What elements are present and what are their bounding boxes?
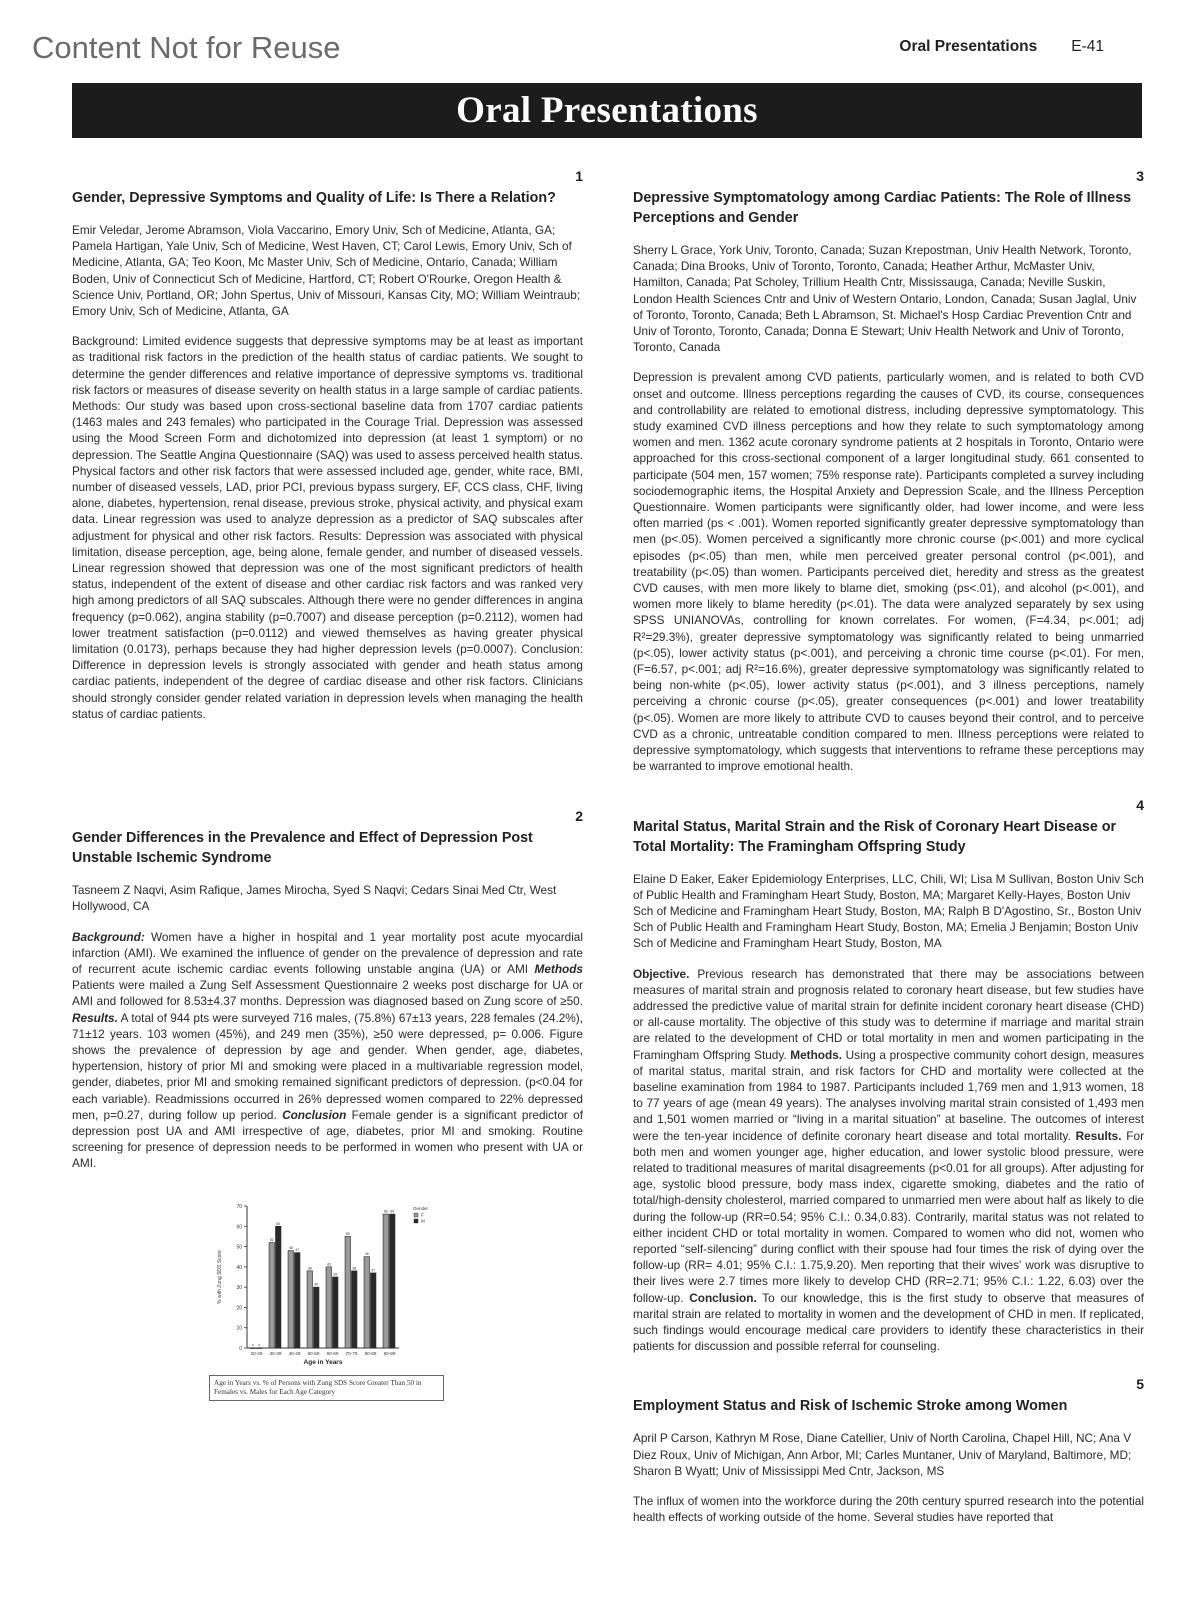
bar-value-label: 37 bbox=[371, 1267, 376, 1272]
bar-f bbox=[288, 1250, 293, 1347]
abstract-authors: Sherry L Grace, York Univ, Toronto, Canada; Suzan Krepostman, Univ Health Network, Toronto, Canada; Dina Brooks, Univ of Toronto, Toronto, Canada; Heather Arthur, McMaster Univ, Hamilton, Canada; Pat Scholey, Trillium Health Cntr, Mississauga, Canada; Neville Suskin, London Health Sciences Cntr and Univ of Western Ontario, London, Canada; Susan Jaglal, Univ of Toronto, Toronto, Canada; Beth L Abramson, St. Michael's Hosp Cardiac Prevention Cntr and Univ of Toronto, Toronto, Canada; Donna E Stewart; Univ Health Network and Univ of Toronto, Toronto, Canada bbox=[633, 243, 1137, 355]
bar-value-label: 66 bbox=[383, 1209, 388, 1214]
x-tick-label: 70-79 bbox=[345, 1350, 358, 1356]
bar-f bbox=[345, 1236, 350, 1348]
bar-m bbox=[257, 1348, 262, 1349]
bar-value-label: 52 bbox=[269, 1237, 274, 1242]
abstract-2 bbox=[72, 808, 583, 1400]
bar-f bbox=[364, 1256, 369, 1347]
bar-f bbox=[269, 1242, 274, 1347]
y-tick-label: 20 bbox=[236, 1304, 242, 1311]
legend-label: F bbox=[421, 1212, 424, 1218]
bar-value-label: 60 bbox=[276, 1221, 281, 1226]
abstract-body: The influx of women into the workforce during the 20th century spurred research into the potential health effects of working outside of the home. Several studies have reported that bbox=[633, 1494, 1144, 1525]
bar-value-label: 0 bbox=[258, 1343, 261, 1348]
page-number: E-41 bbox=[1071, 38, 1104, 55]
section-title: Oral Presentations bbox=[899, 38, 1038, 55]
right-column bbox=[633, 168, 1144, 1525]
chart-svg bbox=[209, 1198, 454, 1373]
bar-value-label: 48 bbox=[288, 1245, 293, 1250]
depression-bar-chart bbox=[209, 1198, 454, 1401]
y-tick-label: 40 bbox=[236, 1264, 242, 1271]
y-tick-label: 60 bbox=[236, 1223, 242, 1230]
label-results: Results. bbox=[1075, 1128, 1122, 1143]
label-methods: Methods. bbox=[790, 1047, 843, 1062]
running-header bbox=[899, 38, 1104, 56]
bar-value-label: 30 bbox=[314, 1282, 319, 1287]
label-conclusion: Conclusion bbox=[282, 1107, 347, 1122]
bar-m bbox=[352, 1270, 357, 1347]
label-background: Background: bbox=[72, 929, 145, 944]
bar-value-label: 0 bbox=[251, 1343, 254, 1348]
bar-f bbox=[383, 1214, 388, 1348]
abstract-title: Employment Status and Risk of Ischemic Stroke among Women bbox=[633, 1398, 1068, 1415]
bar-f bbox=[326, 1266, 331, 1347]
left-column bbox=[72, 168, 583, 1401]
y-axis-label: % with Zung SDS Score bbox=[217, 1249, 223, 1304]
label-results: Results. bbox=[72, 1010, 118, 1025]
watermark: Content Not for Reuse bbox=[32, 30, 341, 65]
legend-label: M bbox=[421, 1218, 425, 1224]
y-tick-label: 0 bbox=[239, 1345, 242, 1352]
bar-value-label: 45 bbox=[364, 1251, 369, 1256]
x-axis-label: Age in Years bbox=[303, 1358, 343, 1366]
abstract-number: 1 bbox=[575, 168, 583, 184]
abstract-authors: Emir Veledar, Jerome Abramson, Viola Vaccarino, Emory Univ, Sch of Medicine, Atlanta, GA; Pamela Hartigan, Yale Univ, Sch of Medicine, West Haven, CT; Carol Lewis, Emory Univ, Sch of Medicine, Atlanta, GA; Teo Koon, Mc Master Univ, Sch of Medicine, Ontario, Canada; William Boden, Univ of Connecticut Sch of Medicine, Hartford, CT; Robert O'Rourke, Oregon Health & Science Univ, Portland, OR; John Spertus, Univ of Missouri, Kansas City, MO; William Weintraub; Emory Univ, Sch of Medicine, Atlanta, GA bbox=[72, 223, 581, 319]
abstract-title: Gender Differences in the Prevalence and Effect of Depression Post Unstable Ischemic Syndrome bbox=[72, 830, 533, 867]
abstract-body: Objective. Previous research has demonstrated that there may be associations between measures of marital strain and prognosis related to coronary heart disease, but few studies have addressed the predictive value of marital strain for definite incident coronary heart disease (CHD) or all-cause mortality. The objective of this study was to determine if marriage and marital strain are related to the development of CHD or total mortality in men and women participating in the Framingham Offspring Study. Methods. Using a prospective community cohort design, measures of marital status, marital strain, and risk factors for CHD and mortality were collected at the baseline examination from 1984 to 1987. Participants included 1,769 men and 1,913 women, 18 to 77 years of age (mean 49 years). The analyses involving marital strain consisted of 1,493 men and 1,501 women married or “living in a marital situation” at baseline. The outcomes of interest were the ten-year incidence of definite coronary heart disease and total mortality. Results. For both men and women younger age, higher education, and lower systolic blood pressure, were related to traditional measures of marital disagreements (p<0.01 for all groups). After adjusting for age, systolic blood pressure, body mass index, cigarette smoking, diabetes and the ratio of total/high-density cholesterol, married compared to unmarried men were about half as likely to die during the follow-up (RR=0.54; 95% C.I.: 0.34,0.83). Contrarily, marital status was not related to either incident CHD or total mortality in women. Compared to women who did not, women who reported “self-silencing” during conflict with their spouse had four times the risk of dying over the follow-up (RR= 4.01; 95% C.I.: 1.75,9.20). Men reporting that their wives' work was disruptive to their lives were 2.7 times more likely to develop CHD (RR=2.71; 95% C.I.: 1.22, 6.03) over the follow-up. Conclusion. To our knowledge, this is the first study to observe that measures of marital strain are related to mortality in women and the development of CHD in men. If replicated, such findings would encourage medical care providers to identify these characteristics in their patients for discussion and possible referral for counseling. bbox=[633, 966, 1145, 1354]
x-tick-label: 20-29 bbox=[250, 1350, 263, 1356]
abstract-authors: Elaine D Eaker, Eaker Epidemiology Enterprises, LLC, Chili, WI; Lisa M Sullivan, Boston Univ Sch of Public Health and Framingham Heart Study, Boston, MA; Margaret Kelly-Hayes, Boston Univ Sch of Medicine and Framingham Heart Study, Boston, MA; Ralph B D'Agostino, Sr., Boston Univ Sch of Public Health and Framingham Heart Study, Boston, MA; Emelia J Benjamin; Boston Univ Sch of Medicine and Framingham Heart Study, Boston, MA bbox=[633, 871, 1144, 951]
legend-swatch bbox=[414, 1213, 418, 1217]
x-tick-label: 40-49 bbox=[288, 1350, 301, 1356]
bar-value-label: 40 bbox=[326, 1261, 331, 1266]
bar-value-label: 55 bbox=[345, 1231, 350, 1236]
bar-m bbox=[390, 1214, 395, 1348]
bar-value-label: 35 bbox=[333, 1272, 338, 1277]
bar-value-label: 47 bbox=[295, 1247, 300, 1252]
label-methods: Methods bbox=[534, 961, 583, 976]
abstract-title: Gender, Depressive Symptoms and Quality of Life: Is There a Relation? bbox=[72, 190, 556, 206]
bar-value-label: 38 bbox=[352, 1265, 357, 1270]
x-tick-label: 80-89 bbox=[364, 1350, 377, 1356]
section-banner: Oral Presentations bbox=[72, 83, 1142, 138]
label-objective: Objective. bbox=[633, 966, 690, 981]
abstract-number: 3 bbox=[1136, 168, 1144, 184]
x-tick-label: 50-59 bbox=[307, 1350, 320, 1356]
abstract-body: Background: Limited evidence suggests that depressive symptoms may be at least as important as traditional risk factors in the prediction of the health status of cardiac patients. We sought to determine the gender differences and relative importance of depressive symptoms vs. traditional risk factors or measures of disease severity on health status in a large sample of cardiac patients. Methods: Our study was based upon cross-sectional baseline data from 1707 cardiac patients (1463 males and 243 females) who participated in the Courage Trial. Depression was assessed using the Mood Screen Form and dichotomized into depression (at least 1 symptom) or no depression. The Seattle Angina Questionnaire (SAQ) was used to assess perceived health status. Physical factors and other risk factors that were assessed included age, gender, white race, BMI, number of diseased vessels, LAD, prior PCI, previous bypass surgery, EF, CCS class, CHF, living alone, diabetes, hypertension, renal disease, previous stroke, physical activity, and physical exam data. Linear regression was used to analyze depression as a predictor of SAQ subscales after adjustment for physical and other risk factors. Results: Depression was associated with physical limitation, disease perception, age, being alone, female gender, and number of diseased vessels. Linear regression showed that depression was one of the most significant predictors of health status, independent of the extent of disease and other cardiac risk factors and was ranked very high among predictors of all SAQ subscales. Although there were no gender differences in angina frequency (p=0.062), angina stability (p=0.7007) and disease perception (p=0.2112), women had lower treatment satisfaction (p=0.0112) and viewed themselves as having greater physical limitation (0.0173), perhaps because they had higher depression levels (p=0.0007). Conclusion: Difference in depression levels is strongly associated with gender and heath status among cardiac patients, independent of the degree of cardiac disease and other risk factors. Clinicians should strongly consider gender related variation in depression levels when managing the health status of cardiac patients. bbox=[72, 334, 583, 721]
abstract-4 bbox=[633, 797, 1144, 1355]
bar-f bbox=[250, 1348, 255, 1349]
bar-m bbox=[295, 1252, 300, 1347]
y-tick-label: 50 bbox=[236, 1244, 242, 1251]
abstract-title: Marital Status, Marital Strain and the Risk of Coronary Heart Disease or Total Mortality: The Framingham Offspring Study bbox=[633, 818, 1117, 855]
abstract-number: 2 bbox=[575, 808, 583, 825]
abstract-number: 4 bbox=[1136, 796, 1144, 813]
bar-m bbox=[276, 1226, 281, 1348]
bar-value-label: 66 bbox=[390, 1209, 395, 1214]
abstract-number: 5 bbox=[1136, 1376, 1144, 1393]
bar-m bbox=[314, 1287, 319, 1348]
y-tick-label: 30 bbox=[236, 1284, 242, 1291]
abstract-title: Depressive Symptomatology among Cardiac Patients: The Role of Illness Perceptions and Gender bbox=[633, 190, 1132, 226]
abstract-body: Background: Women have a higher in hospital and 1 year mortality post acute myocardial infarction (AMI). We examined the influence of gender on the prevalence of depression and rate of recurrent acute ischemic cardiac events following unstable angina (UA) or AMI Methods Patients were mailed a Zung Self Assessment Questionnaire 2 weeks post discharge for UA or AMI and followed for 8.53±4.37 months. Depression was diagnosed based on Zung score of ≥50. Results. A total of 944 pts were surveyed 716 males, (75.8%) 67±13 years, 228 females (24.2%), 71±12 years. 103 women (45%), and 249 men (35%), ≥50 were depressed, p= 0.006. Figure shows the prevalence of depression by age and gender. When gender, age, diabetes, hypertension, history of prior MI and smoking were placed in a multivariable regression model, gender, diabetes, prior MI and smoking remained significant predictors of depression. (p<0.04 for each variable). Readmissions occurred in 26% depressed women compared to 22% depressed men, p=0.27, during follow up period. Conclusion Female gender is a significant predictor of depression post UA and AMI irrespective of age, diabetes, prior MI and smoking. Routine screening for presence of depression needs to be performed in women who present with UA or AMI. bbox=[72, 929, 583, 1171]
label-conclusion: Conclusion. bbox=[689, 1290, 757, 1305]
y-tick-label: 10 bbox=[236, 1325, 242, 1332]
abstract-authors: April P Carson, Kathryn M Rose, Diane Catellier, Univ of North Carolina, Chapel Hill, NC; Ana V Diez Roux, Univ of Michigan, Ann Arbor, MI; Carles Muntaner, Univ of Maryland, Baltimore, MD; Sharon B Wyatt; Univ of Mississippi Med Cntr, Jackson, MS bbox=[633, 1431, 1132, 1478]
legend-title: Gender bbox=[413, 1205, 429, 1211]
bar-m bbox=[333, 1277, 338, 1348]
abstract-authors: Tasneem Z Naqvi, Asim Rafique, James Mirocha, Syed S Naqvi; Cedars Sinai Med Ctr, West Hollywood, CA bbox=[72, 883, 557, 914]
figure-caption: Age in Years vs. % of Persons with Zung SDS Score Greater Than 50 in Females vs. Males for Each Age Category bbox=[209, 1375, 444, 1401]
x-tick-label: 90-99 bbox=[383, 1350, 396, 1356]
y-tick-label: 70 bbox=[236, 1203, 242, 1210]
x-tick-label: 30-39 bbox=[269, 1350, 282, 1356]
abstract-body: Depression is prevalent among CVD patients, particularly women, and is related to both CVD onset and outcome. Illness perceptions regarding the causes of CVD, its course, consequences and controllability are related to emotional distress, including depressive symptomatology. This study examined CVD illness perceptions and how they relate to such symptomatology among women and men. 1362 acute coronary syndrome patients at 2 hospitals in Toronto, Ontario were approached for this cross-sectional component of a larger longitudinal study. 661 consented to participate (504 men, 157 women; 75% response rate). Participants completed a survey including sociodemographic items, the Hospital Anxiety and Depression Scale, and the Illness Perception Questionnaire. Women participants were significantly older, had lower income, and were less often married (ps < .001). Women reported significantly greater depressive symptomatology than men (p<.05). Women perceived a significantly more chronic course (p<.001) and more cyclical episodes (p<.05) than men, while men perceived greater personal control (p<.001), and treatability (p<.05) than women. Participants perceived diet, heredity and stress as the greatest CVD causes, with men more likely to blame diet, smoking (ps<.01), and alcohol (p<.001), and women more likely to blame heredity (p<.01). The data were analyzed separately by sex using SPSS UNIANOVAs, controlling for known correlates. For women, (F=4.34, p<.001; adj R²=29.3%), greater depressive symptomatology was significantly related to being unmarried (p<.05), lower activity status (p<.001), and perceiving a chronic time course (p<.01). For men, (F=6.57, p<.001; adj R²=16.6%), greater depressive symptomatology was significantly related to being non-white (p<.05), lower activity status (p<.001), and 3 illness perceptions, namely perceiving a chronic course (p<.05), greater consequences (p<.001) and lower treatability (p<.05). Women are more likely to attribute CVD to causes beyond their control, and to perceive CVD as a chronic, untreatable condition compared to men. Illness perceptions were related to depressive symptomatology, which suggests that interventions to reframe these perceptions may be warranted to improve emotional health. bbox=[633, 370, 1144, 774]
abstract-5 bbox=[633, 1376, 1144, 1525]
bar-value-label: 38 bbox=[307, 1265, 312, 1270]
abstract-1 bbox=[72, 168, 583, 722]
abstract-3 bbox=[633, 168, 1144, 775]
bar-f bbox=[307, 1270, 312, 1347]
legend-swatch bbox=[414, 1219, 418, 1223]
bar-m bbox=[371, 1272, 376, 1347]
x-tick-label: 60-69 bbox=[326, 1350, 339, 1356]
